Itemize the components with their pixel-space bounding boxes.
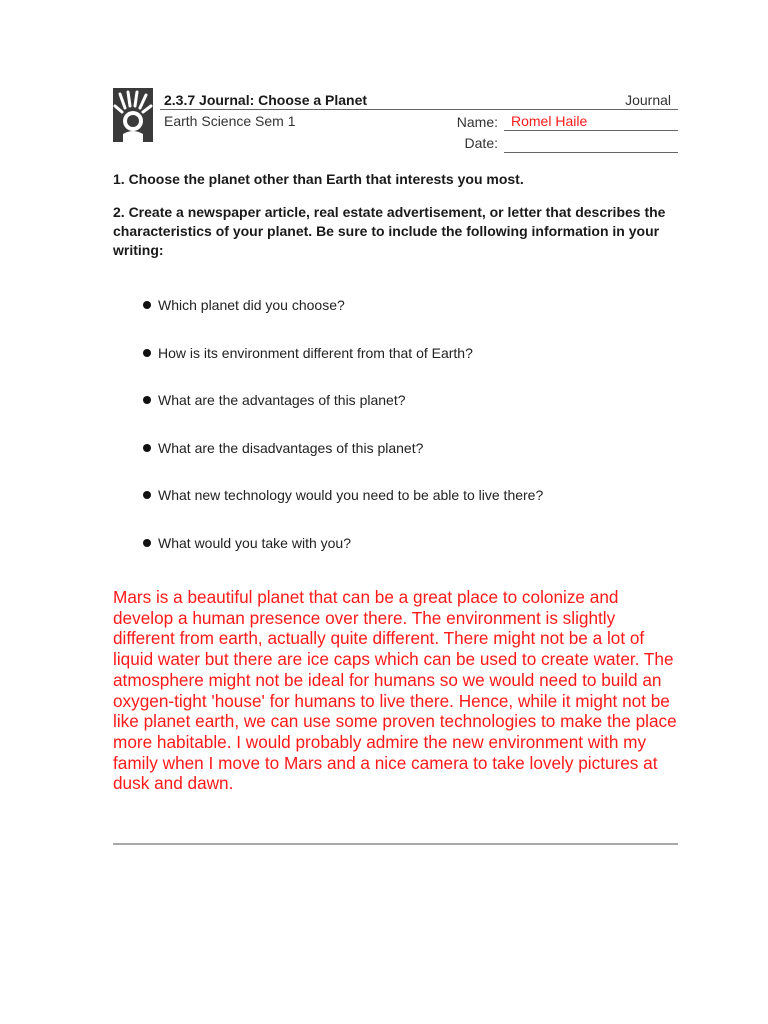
sun-bulb-logo-icon — [113, 88, 153, 142]
course-name: Earth Science Sem 1 — [164, 113, 296, 129]
header-divider — [160, 109, 678, 110]
question-1: 1. Choose the planet other than Earth that interests you most. — [113, 171, 524, 187]
list-item — [143, 534, 683, 582]
list-item — [143, 344, 683, 392]
list-item — [143, 439, 683, 487]
list-item-text: What are the disadvantages of this planet? — [158, 439, 424, 456]
bullet-icon — [143, 349, 151, 357]
list-item-text: What are the advantages of this planet? — [158, 392, 406, 408]
question-2: 2. Create a newspaper article, real estate advertisement, or letter that describes the characteristics of your planet. Be sure to include the following information in your writing: — [113, 204, 666, 258]
name-label: Name: — [456, 114, 498, 130]
requirements-list — [143, 296, 683, 581]
list-item — [143, 391, 683, 439]
date-field[interactable] — [504, 135, 678, 153]
student-answer[interactable]: Mars is a beautiful planet that can be a great place to colonize and develop a human presence over there. The environment is slightly different from earth, actually quite different. There might not be a lot of liquid water but there are ice caps which can be used to create water. The atmosphere might not be ideal for humans so we would need to build an oxygen-tight 'house' for humans to live there. Hence, while it might not be like planet earth, we can use some proven technologies to make the place more habitable. I would probably admire the new environment with my family when I move to Mars and a nice camera to take lovely pictures at dusk and dawn. — [113, 587, 677, 794]
list-item-text: What new technology would you need to be able to live there? — [158, 487, 544, 503]
bullet-icon — [143, 396, 151, 404]
bullet-icon — [143, 301, 151, 309]
name-field[interactable]: Romel Haile — [504, 113, 678, 131]
bottom-divider — [113, 843, 678, 845]
list-item-text: Which planet did you choose? — [158, 297, 345, 313]
bullet-icon — [143, 539, 151, 547]
list-item-text: What would you take with you? — [158, 534, 351, 551]
bullet-icon — [143, 491, 151, 499]
document-type-label: Journal — [625, 92, 671, 108]
list-item — [143, 296, 683, 344]
list-item-text: How is its environment different from that of Earth? — [158, 344, 473, 361]
bullet-icon — [143, 444, 151, 452]
assignment-title: 2.3.7 Journal: Choose a Planet — [164, 92, 368, 108]
list-item — [143, 486, 683, 534]
date-label: Date: — [464, 135, 498, 151]
